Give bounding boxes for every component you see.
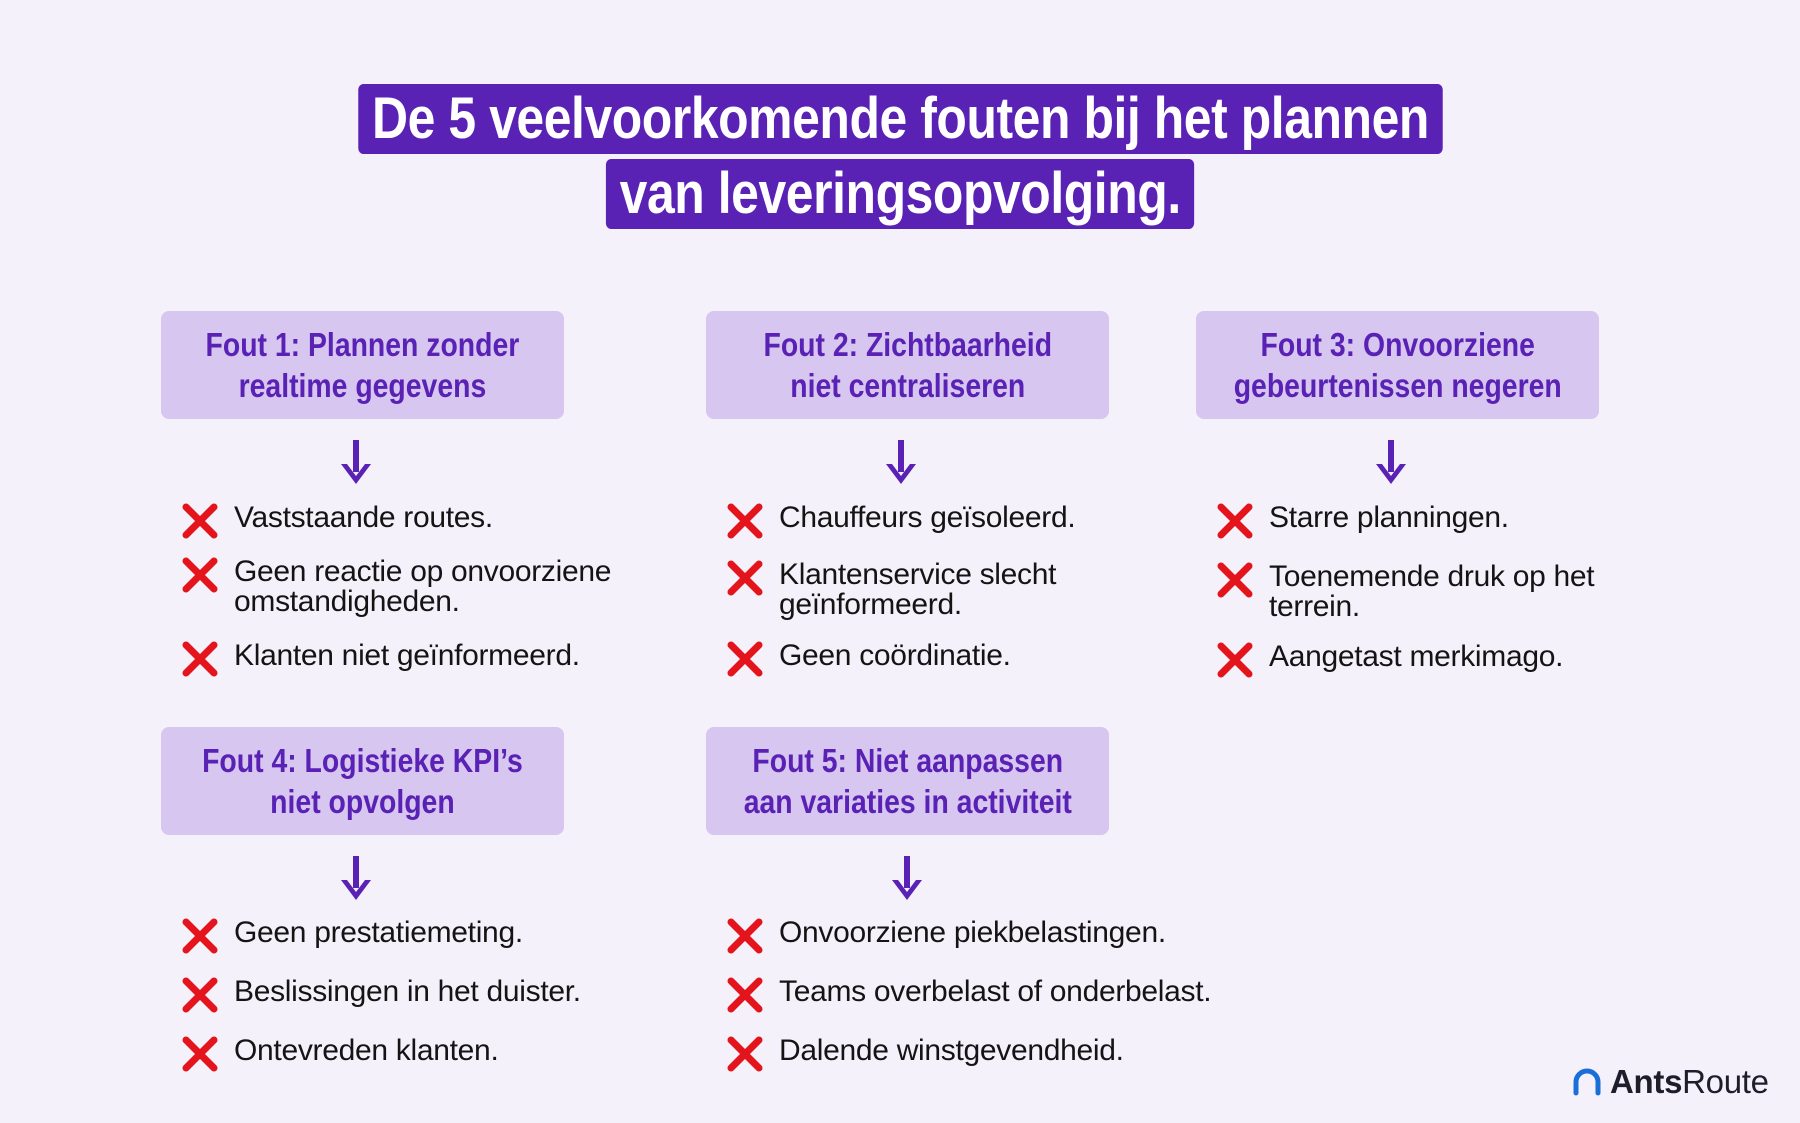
cross-icon <box>1215 560 1255 600</box>
cross-icon <box>180 1034 220 1074</box>
error-2-item-2-text-line-1: Klantenservice slecht <box>779 558 1057 591</box>
error-3-item-3 <box>1215 642 1563 680</box>
error-3-item-2-text-line-1: Toenemende druk op het <box>1269 560 1595 593</box>
error-3-item-3-text: Aangetast merkimago. <box>1269 640 1564 673</box>
error-2-item-3-text: Geen coördinatie. <box>779 639 1011 672</box>
error-3-item-1 <box>1215 503 1509 541</box>
error-4-title-line-2: niet opvolgen <box>270 783 455 820</box>
cross-icon <box>725 1034 765 1074</box>
error-1-title-line-2: realtime gegevens <box>238 367 487 404</box>
cross-icon <box>725 501 765 541</box>
error-1-item-2-text-line-1: Geen reactie op onvoorziene <box>234 555 612 588</box>
logo-text-regular: Route <box>1682 1063 1769 1100</box>
cross-icon <box>725 975 765 1015</box>
error-3-card <box>1196 311 1599 419</box>
logo-text-bold: Ants <box>1610 1063 1683 1100</box>
error-5-item-1-text: Onvoorziene piekbelastingen. <box>779 916 1166 949</box>
page-title-line-1: De 5 veelvoorkomende fouten bij het plannen <box>358 84 1442 154</box>
logo-text <box>1610 1063 1769 1101</box>
error-2-item-1-text: Chauffeurs geïsoleerd. <box>779 501 1076 534</box>
page-title-line-2: van leveringsopvolging. <box>606 159 1195 229</box>
cross-icon <box>180 975 220 1015</box>
cross-icon <box>1215 640 1255 680</box>
ants-route-logo-icon <box>1572 1067 1602 1097</box>
error-3-title-line-1: Fout 3: Onvoorziene <box>1260 326 1535 363</box>
error-4-item-1 <box>180 918 523 956</box>
cross-icon <box>725 639 765 679</box>
cross-icon <box>180 555 220 595</box>
error-3-item-2-text-line-2: terrein. <box>1269 590 1360 623</box>
error-5-item-3-text: Dalende winstgevendheid. <box>779 1034 1124 1067</box>
error-2-item-3 <box>725 641 1011 679</box>
arrow-down-icon <box>1374 440 1408 486</box>
error-1-item-1-text: Vaststaande routes. <box>234 501 493 534</box>
error-5-item-3 <box>725 1036 1124 1074</box>
error-2-title-line-1: Fout 2: Zichtbaarheid <box>763 326 1052 363</box>
page-title-line-2-wrap <box>0 159 1800 229</box>
error-5-item-1 <box>725 918 1166 956</box>
arrow-down-icon <box>890 856 924 902</box>
error-4-title-line-1: Fout 4: Logistieke KPI’s <box>202 742 523 779</box>
error-3-item-1-text: Starre planningen. <box>1269 501 1509 534</box>
cross-icon <box>725 558 765 598</box>
error-3-item-2 <box>1215 562 1594 622</box>
error-2-title-line-2: niet centraliseren <box>789 367 1025 404</box>
cross-icon <box>180 639 220 679</box>
ants-route-logo <box>1572 1063 1769 1101</box>
error-4-item-3 <box>180 1036 498 1074</box>
page-title-line-1-wrap <box>0 84 1800 154</box>
error-1-title-line-1: Fout 1: Plannen zonder <box>205 326 520 363</box>
error-1-item-2-text-line-2: omstandigheden. <box>234 585 460 618</box>
error-2-item-2 <box>725 560 1056 620</box>
error-1-item-3-text: Klanten niet geïnformeerd. <box>234 639 580 672</box>
cross-icon <box>725 916 765 956</box>
error-3-title-line-2: gebeurtenissen negeren <box>1233 367 1562 404</box>
error-1-item-2 <box>180 557 611 617</box>
error-2-item-1 <box>725 503 1075 541</box>
error-2-item-2-text-line-2: geïnformeerd. <box>779 588 962 621</box>
error-5-title-line-1: Fout 5: Niet aanpassen <box>752 742 1063 779</box>
error-1-item-3 <box>180 641 580 679</box>
arrow-down-icon <box>339 440 373 486</box>
error-4-item-3-text: Ontevreden klanten. <box>234 1034 499 1067</box>
error-5-item-2-text: Teams overbelast of onderbelast. <box>779 975 1212 1008</box>
error-5-title-line-2: aan variaties in activiteit <box>743 783 1072 820</box>
error-5-item-2 <box>725 977 1211 1015</box>
error-4-item-2-text: Beslissingen in het duister. <box>234 975 581 1008</box>
error-5-card <box>706 727 1109 835</box>
error-2-card <box>706 311 1109 419</box>
cross-icon <box>180 501 220 541</box>
cross-icon <box>180 916 220 956</box>
error-1-item-1 <box>180 503 493 541</box>
error-4-item-1-text: Geen prestatiemeting. <box>234 916 523 949</box>
arrow-down-icon <box>884 440 918 486</box>
error-4-item-2 <box>180 977 581 1015</box>
arrow-down-icon <box>339 856 373 902</box>
error-4-card <box>161 727 564 835</box>
cross-icon <box>1215 501 1255 541</box>
error-1-card <box>161 311 564 419</box>
